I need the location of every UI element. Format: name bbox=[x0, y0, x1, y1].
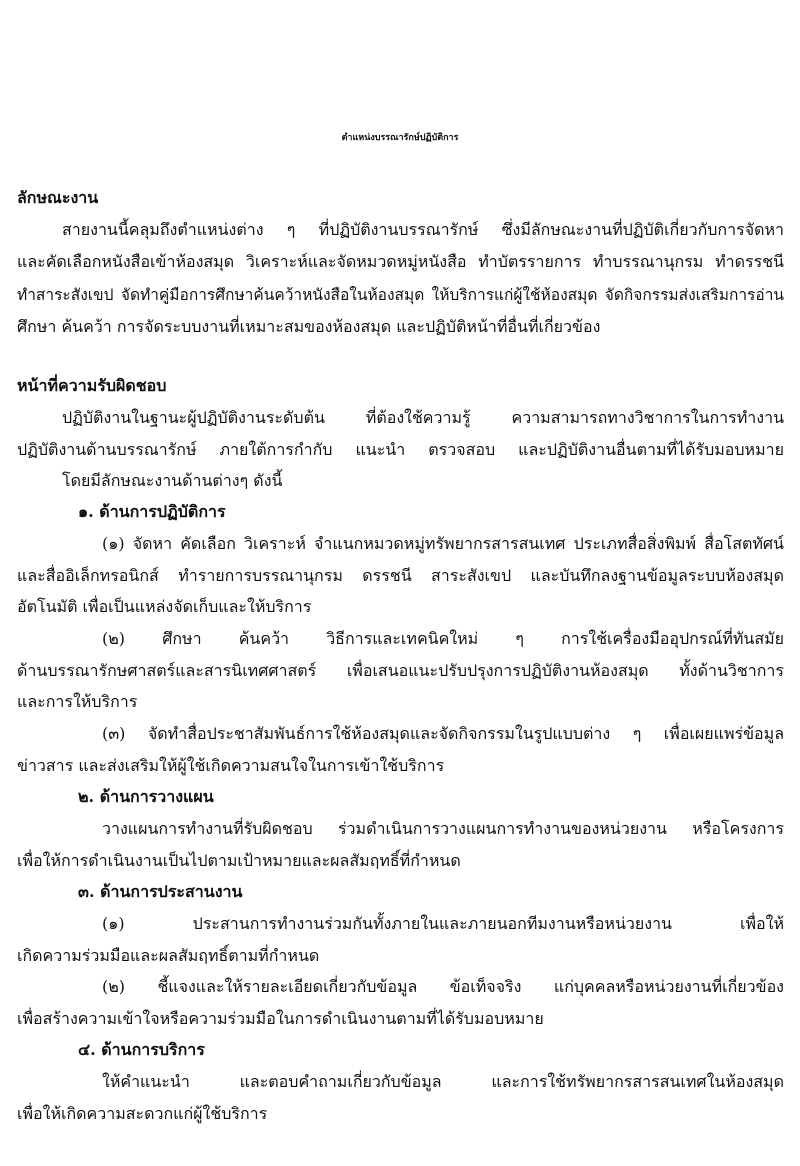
section-1-item-3-line: ข่าวสาร และส่งเสริมให้ผู้ใช้เกิดความสนใจในการเข้าใช้บริการ bbox=[17, 756, 445, 775]
responsibilities-line: ปฏิบัติงานในฐานะผู้ปฏิบัติงานระดับต้น ที่ต้องใช้ความรู้ ความสามารถทางวิชาการในการทำงาน bbox=[62, 408, 784, 427]
responsibilities-heading: หน้าที่ความรับผิดชอบ bbox=[17, 376, 167, 395]
section-3-item-1-line: เกิดความร่วมมือและผลสัมฤทธิ์ตามที่กำหนด bbox=[17, 946, 320, 965]
section-1-item-2-line: (๒) ศึกษา ค้นคว้า วิธีการและเทคนิคใหม่ ๆ การใช้เครื่องมืออุปกรณ์ที่ทันสมัย bbox=[102, 629, 784, 648]
responsibilities-line: โดยมีลักษณะงานด้านต่างๆ ดังนี้ bbox=[62, 471, 283, 490]
section-3-item-1-line: (๑) ประสานการทำงานร่วมกันทั้งภายในและภายนอกทีมงานหรือหน่วยงาน เพื่อให้ bbox=[102, 914, 784, 933]
section-1-heading: ๑. ด้านการปฏิบัติการ bbox=[78, 502, 226, 521]
section-4-line: เพื่อให้เกิดความสะดวกแก่ผู้ใช้บริการ bbox=[17, 1104, 268, 1123]
section-1-item-1-line: อัตโนมัติ เพื่อเป็นแหล่งจัดเก็บและให้บริการ bbox=[17, 597, 312, 616]
responsibilities-line: ปฏิบัติงานด้านบรรณารักษ์ ภายใต้การกำกับ แนะนำ ตรวจสอบ และปฏิบัติงานอื่นตามที่ได้รับมอบหมาย bbox=[17, 440, 784, 459]
section-1-item-2-line: และการให้บริการ bbox=[17, 692, 138, 711]
section-4-line: ให้คำแนะนำ และตอบคำถามเกี่ยวกับข้อมูล และการใช้ทรัพยากรสารสนเทศในห้องสมุด bbox=[102, 1072, 784, 1091]
section-3-heading: ๓. ด้านการประสานงาน bbox=[78, 882, 243, 901]
job-nature-line: ศึกษา ค้นคว้า การจัดระบบงานที่เหมาะสมของห้องสมุด และปฏิบัติหน้าที่อื่นที่เกี่ยวข้อง bbox=[17, 317, 601, 336]
section-2-heading: ๒. ด้านการวางแผน bbox=[78, 787, 214, 806]
section-4-heading: ๔. ด้านการบริการ bbox=[78, 1040, 205, 1059]
section-3-item-2-line: (๒) ชี้แจงและให้รายละเอียดเกี่ยวกับข้อมูล ข้อเท็จจริง แก่บุคคลหรือหน่วยงานที่เกี่ยวข้อง bbox=[102, 977, 784, 996]
job-nature-line: และคัดเลือกหนังสือเข้าห้องสมุด วิเคราะห์และจัดหมวดหมู่หนังสือ ทำบัตรรายการ ทำบรรณานุกรม ทำดรรชนี bbox=[17, 252, 784, 271]
section-2-line: เพื่อให้การดำเนินงานเป็นไปตามเป้าหมายและผลสัมฤทธิ์ที่กำหนด bbox=[17, 851, 461, 870]
section-1-item-1-line: และสื่ออิเล็กทรอนิกส์ ทำรายการบรรณานุกรม ดรรชนี สาระสังเขป และบันทึกลงฐานข้อมูลระบบห้องสมุด bbox=[17, 566, 784, 585]
job-nature-line: ทำสาระสังเขป จัดทำคู่มือการศึกษาค้นคว้าหนังสือในห้องสมุด ให้บริการแก่ผู้ใช้ห้องสมุด จัดกิจกรรมส่งเสริมการอ่าน bbox=[17, 286, 784, 304]
section-1-item-1-line: (๑) จัดหา คัดเลือก วิเคราะห์ จำแนกหมวดหมู่ทรัพยากรสารสนเทศ ประเภทสื่อสิ่งพิมพ์ สื่อโสตทัศน์ bbox=[102, 534, 784, 553]
section-1-item-2-line: ด้านบรรณารักษศาสตร์และสารนิเทศศาสตร์ เพื่อเสนอแนะปรับปรุงการปฏิบัติงานห้องสมุด ทั้งด้านวิชาการ bbox=[17, 661, 784, 680]
section-2-line: วางแผนการทำงานที่รับผิดชอบ ร่วมดำเนินการวางแผนการทำงานของหน่วยงาน หรือโครงการ bbox=[102, 819, 784, 838]
document-title: ตำแหน่งบรรณารักษ์ปฏิบัติการ bbox=[341, 133, 459, 143]
job-nature-line: สายงานนี้คลุมถึงตำแหน่งต่าง ๆ ที่ปฏิบัติงานบรรณารักษ์ ซึ่งมีลักษณะงานที่ปฏิบัติเกี่ยวกับการจัดหา bbox=[62, 220, 784, 239]
section-1-item-3-line: (๓) จัดทำสื่อประชาสัมพันธ์การใช้ห้องสมุดและจัดกิจกรรมในรูปแบบต่าง ๆ เพื่อเผยแพร่ข้อมูล bbox=[102, 724, 784, 743]
section-3-item-2-line: เพื่อสร้างความเข้าใจหรือความร่วมมือในการดำเนินงานตามที่ได้รับมอบหมาย bbox=[17, 1009, 544, 1028]
job-nature-heading: ลักษณะงาน bbox=[17, 188, 99, 207]
